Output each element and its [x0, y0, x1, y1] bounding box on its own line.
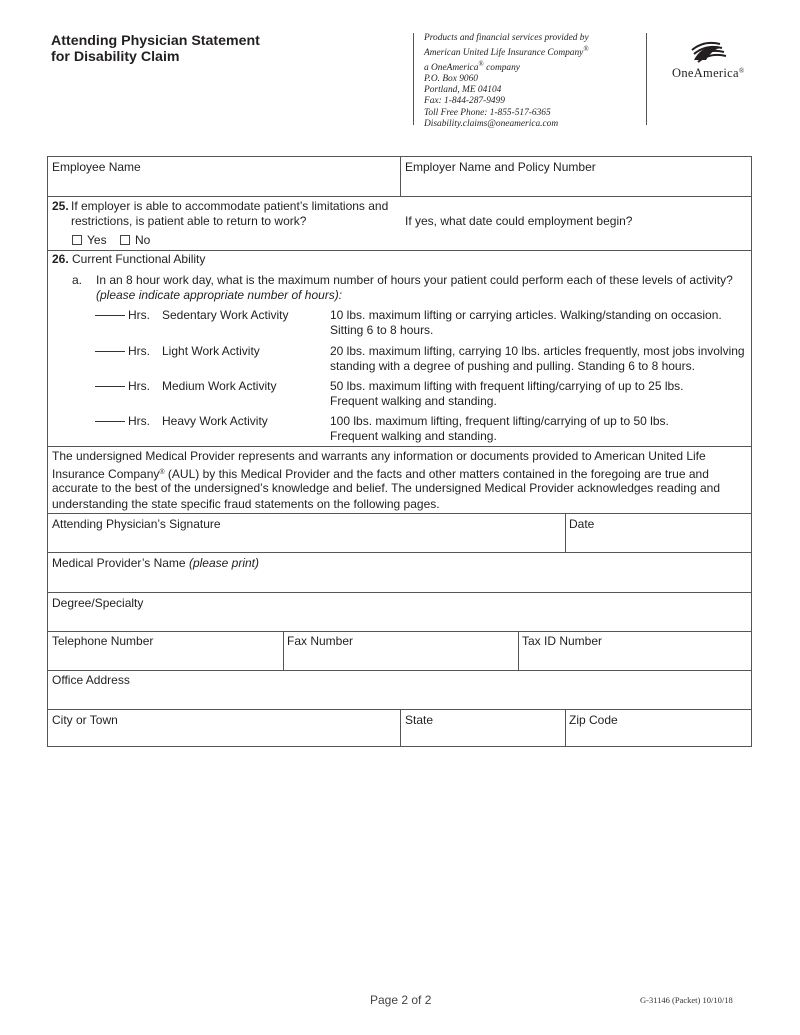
- hours-input[interactable]: Hrs.: [95, 414, 150, 429]
- q25-followup: If yes, what date could employment begin?: [405, 214, 633, 228]
- employer-name-label: Employer Name and Policy Number: [405, 160, 596, 174]
- fax-label: Fax Number: [287, 634, 354, 648]
- oneamerica-logo-text: OneAmerica®: [672, 66, 745, 80]
- form-title-line2: for Disability Claim: [51, 49, 180, 65]
- row-divider: [48, 196, 751, 197]
- attestation-line: accurate to the best of the undersigned’s knowledge and belief. The undersigned Medical Provider acknowledges reading and: [52, 481, 720, 495]
- form-title-line1: Attending Physician Statement: [51, 33, 260, 49]
- row-divider: [48, 250, 751, 251]
- provider-info-line: a OneAmerica® company: [424, 60, 520, 74]
- taxid-label: Tax ID Number: [522, 634, 603, 648]
- zip-label: Zip Code: [569, 713, 618, 727]
- activity-name: Heavy Work Activity: [162, 414, 268, 428]
- provider-info-line: American United Life Insurance Company®: [424, 45, 589, 59]
- provider-info: [424, 33, 589, 130]
- degree-label: Degree/Specialty: [52, 596, 144, 610]
- signature-label: Attending Physician’s Signature: [52, 517, 221, 531]
- activity-desc: Frequent walking and standing.: [330, 429, 497, 443]
- office-address-label: Office Address: [52, 673, 130, 687]
- claim-form: [47, 156, 752, 747]
- state-label: State: [405, 713, 434, 727]
- activity-name: Sedentary Work Activity: [162, 308, 289, 322]
- activity-desc: Sitting 6 to 8 hours.: [330, 323, 434, 337]
- attestation-line: understanding the state specific fraud statements on the following pages.: [52, 497, 440, 511]
- cell-divider: [400, 157, 401, 197]
- q26-title: Current Functional Ability: [72, 252, 206, 266]
- provider-name-label: Medical Provider’s Name (please print): [52, 556, 259, 570]
- hours-input[interactable]: Hrs.: [95, 344, 150, 359]
- row-divider: [48, 552, 751, 553]
- date-label: Date: [569, 517, 595, 531]
- cell-divider: [283, 631, 284, 671]
- cell-divider: [565, 513, 566, 553]
- yes-checkbox[interactable]: [72, 235, 82, 245]
- form-title: [51, 33, 260, 65]
- activity-name: Light Work Activity: [162, 344, 260, 358]
- q26a-text: In an 8 hour work day, what is the maximum number of hours your patient could perform each of these levels of activity?: [96, 273, 733, 287]
- row-divider: [48, 631, 751, 632]
- provider-info-line: Disability.claims@oneamerica.com: [424, 118, 559, 129]
- row-divider: [48, 592, 751, 593]
- cell-divider: [518, 631, 519, 671]
- activity-desc: 100 lbs. maximum lifting, frequent lifting/carrying of up to 50 lbs.: [330, 414, 669, 428]
- activity-desc: 20 lbs. maximum lifting, carrying 10 lbs. articles frequently, most jobs involving: [330, 344, 745, 358]
- q26a-note: (please indicate appropriate number of hours):: [96, 288, 343, 302]
- activity-desc: standing with a degree of pushing and pulling. Standing 6 to 8 hours.: [330, 359, 695, 373]
- header-divider-left: [413, 33, 414, 125]
- provider-info-line: Products and financial services provided by: [424, 33, 589, 43]
- employee-name-label: Employee Name: [52, 160, 141, 174]
- activity-desc: 10 lbs. maximum lifting or carrying articles. Walking/standing on occasion.: [330, 308, 722, 322]
- activity-desc: Frequent walking and standing.: [330, 394, 497, 408]
- row-divider: [48, 446, 751, 447]
- q26a-marker: a.: [72, 273, 83, 287]
- q25-text-line1: If employer is able to accommodate patient’s limitations and: [71, 199, 389, 213]
- activity-desc: 50 lbs. maximum lifting with frequent lifting/carrying of up to 25 lbs.: [330, 379, 684, 393]
- header-divider-right: [646, 33, 647, 125]
- telephone-label: Telephone Number: [52, 634, 154, 648]
- city-label: City or Town: [52, 713, 118, 727]
- page-number: Page 2 of 2: [370, 993, 432, 1007]
- hours-input[interactable]: Hrs.: [95, 308, 150, 323]
- row-divider: [48, 513, 751, 514]
- provider-info-line: Portland, ME 04104: [424, 85, 502, 96]
- activity-name: Medium Work Activity: [162, 379, 277, 393]
- attestation-line: Insurance Company® (AUL) by this Medical Provider and the facts and other matters contained in the foregoing are true and: [52, 467, 709, 481]
- attestation-line: The undersigned Medical Provider represents and warrants any information or documents provided to American United Life: [52, 449, 706, 463]
- cell-divider: [565, 709, 566, 747]
- hours-input[interactable]: Hrs.: [95, 379, 150, 394]
- row-divider: [48, 670, 751, 671]
- provider-info-line: Fax: 1-844-287-9499: [424, 96, 505, 107]
- q25-text-line2: restrictions, is patient able to return to work?: [71, 214, 307, 228]
- q25-yes-option[interactable]: Yes: [72, 233, 107, 248]
- q25-number: 25.: [52, 199, 69, 213]
- provider-info-line: P.O. Box 9060: [424, 74, 478, 85]
- cell-divider: [400, 709, 401, 747]
- provider-info-line: Toll Free Phone: 1-855-517-6365: [424, 107, 551, 118]
- no-checkbox[interactable]: [120, 235, 130, 245]
- q25-no-option[interactable]: No: [120, 233, 150, 248]
- form-code: G-31146 (Packet) 10/10/18: [640, 995, 733, 1005]
- q26-number: 26.: [52, 252, 69, 266]
